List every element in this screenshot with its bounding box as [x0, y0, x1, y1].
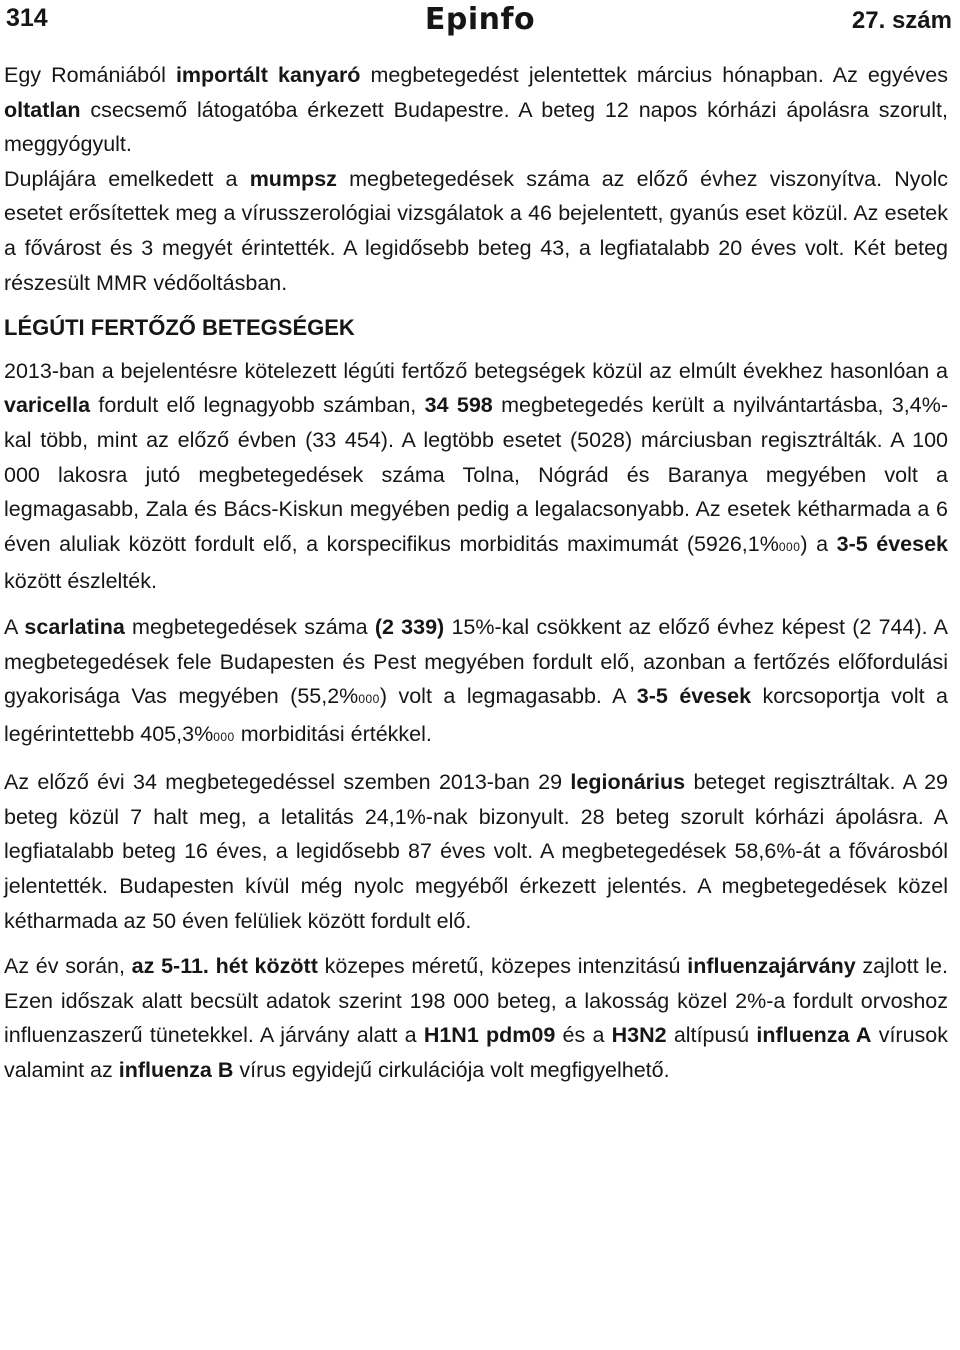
paragraph-measles: Egy Romániából importált kanyaró megbetegedést jelentettek március hónapban. Az egyéves oltatlan csecsemő látogatóba érkezett Budapestre. A beteg 12 napos kórházi ápolásra szorult, meggyógyult.: [4, 63, 948, 157]
paragraph-influenza: Az év során, az 5-11. hét között közepes méretű, közepes intenzitású influenzajárvány zajlott le. Ezen időszak alatt becsült adatok szerint 198 000 beteg, a lakosság közel 2%-a fordult orvoshoz influenzaszerű tünetekkel. A járvány alatt a H1N1 pdm09 és a H3N2 altípusú influenza A vírusok valamint az influenza B vírus egyidejű cirkulációja volt megfigyelhető.: [4, 954, 948, 1083]
paragraph-mumps: Duplájára emelkedett a mumpsz megbetegedések száma az előző évhez viszonyítva. Nyolc esetet erősítettek meg a vírusszerológiai vizsgálatok a 46 bejelentett, gyanús eset közül. Az esetek a fővárost és 3 megyét érintették. A legidősebb beteg 43, a legfiatalabb 20 éves volt. Két beteg részesült MMR védőoltásban.: [4, 166, 948, 295]
issue-number: 27. szám: [851, 7, 952, 34]
page-number: 314: [6, 4, 48, 32]
section-heading: LÉGÚTI FERTŐZŐ BETEGSÉGEK: [4, 315, 355, 341]
paragraph-legionella: Az előző évi 34 megbetegedéssel szemben 2013-ban 29 legionárius beteget regisztráltak. A 29 beteg közül 7 halt meg, a letalitás 24,1%-nak bizonyult. 28 beteg szorult kórházi ápolásra. A legfiatalabb beteg 16 éves, a legidősebb 87 éves volt. A megbetegedések 58,6%-át a fővárosból jelentették. Budapesten kívül még nyolc megyéből érkezett jelentés. A megbetegedések közel kétharmada az 50 éven felüliek között fordult elő.: [4, 770, 949, 933]
article-body: [4, 58, 948, 1099]
paragraph-varicella: 2013-ban a bejelentésre kötelezett légúti fertőző betegségek közül az elmúlt évekhez hasonlóan a varicella fordult elő legnagyobb számban, 34 598 megbetegedés került a nyilvántartásba, 3,4%-kal több, mint az előző évben (33 454). A legtöbb esetet (5028) márciusban regisztrálták. A 100 000 lakosra jutó megbetegedések száma Tolna, Nógrád és Baranya megyében volt a legmagasabb, Zala és Bács-Kiskun megyében pedig a legalacsonyabb. Az esetek kétharmada a 6 éven aluliak között fordult elő, a korspecifikus morbiditás maximumát (5926,1%000) a 3-5 évesek között észlelték.: [4, 358, 948, 594]
page-header: [0, 0, 960, 44]
journal-logo: Epinfo: [424, 2, 536, 37]
paragraph-scarlatina: A scarlatina megbetegedések száma (2 339) 15%-kal csökkent az előző évhez képest (2 744). A megbetegedések fele Budapesten és Pest megyében fordult elő, azonban a fertőzés előfordulási gyakorisága Vas megyében (55,2%000) volt a legmagasabb. A 3-5 évesek korcsoportja volt a legérintettebb 405,3%000 morbiditási értékkel.: [4, 614, 949, 746]
